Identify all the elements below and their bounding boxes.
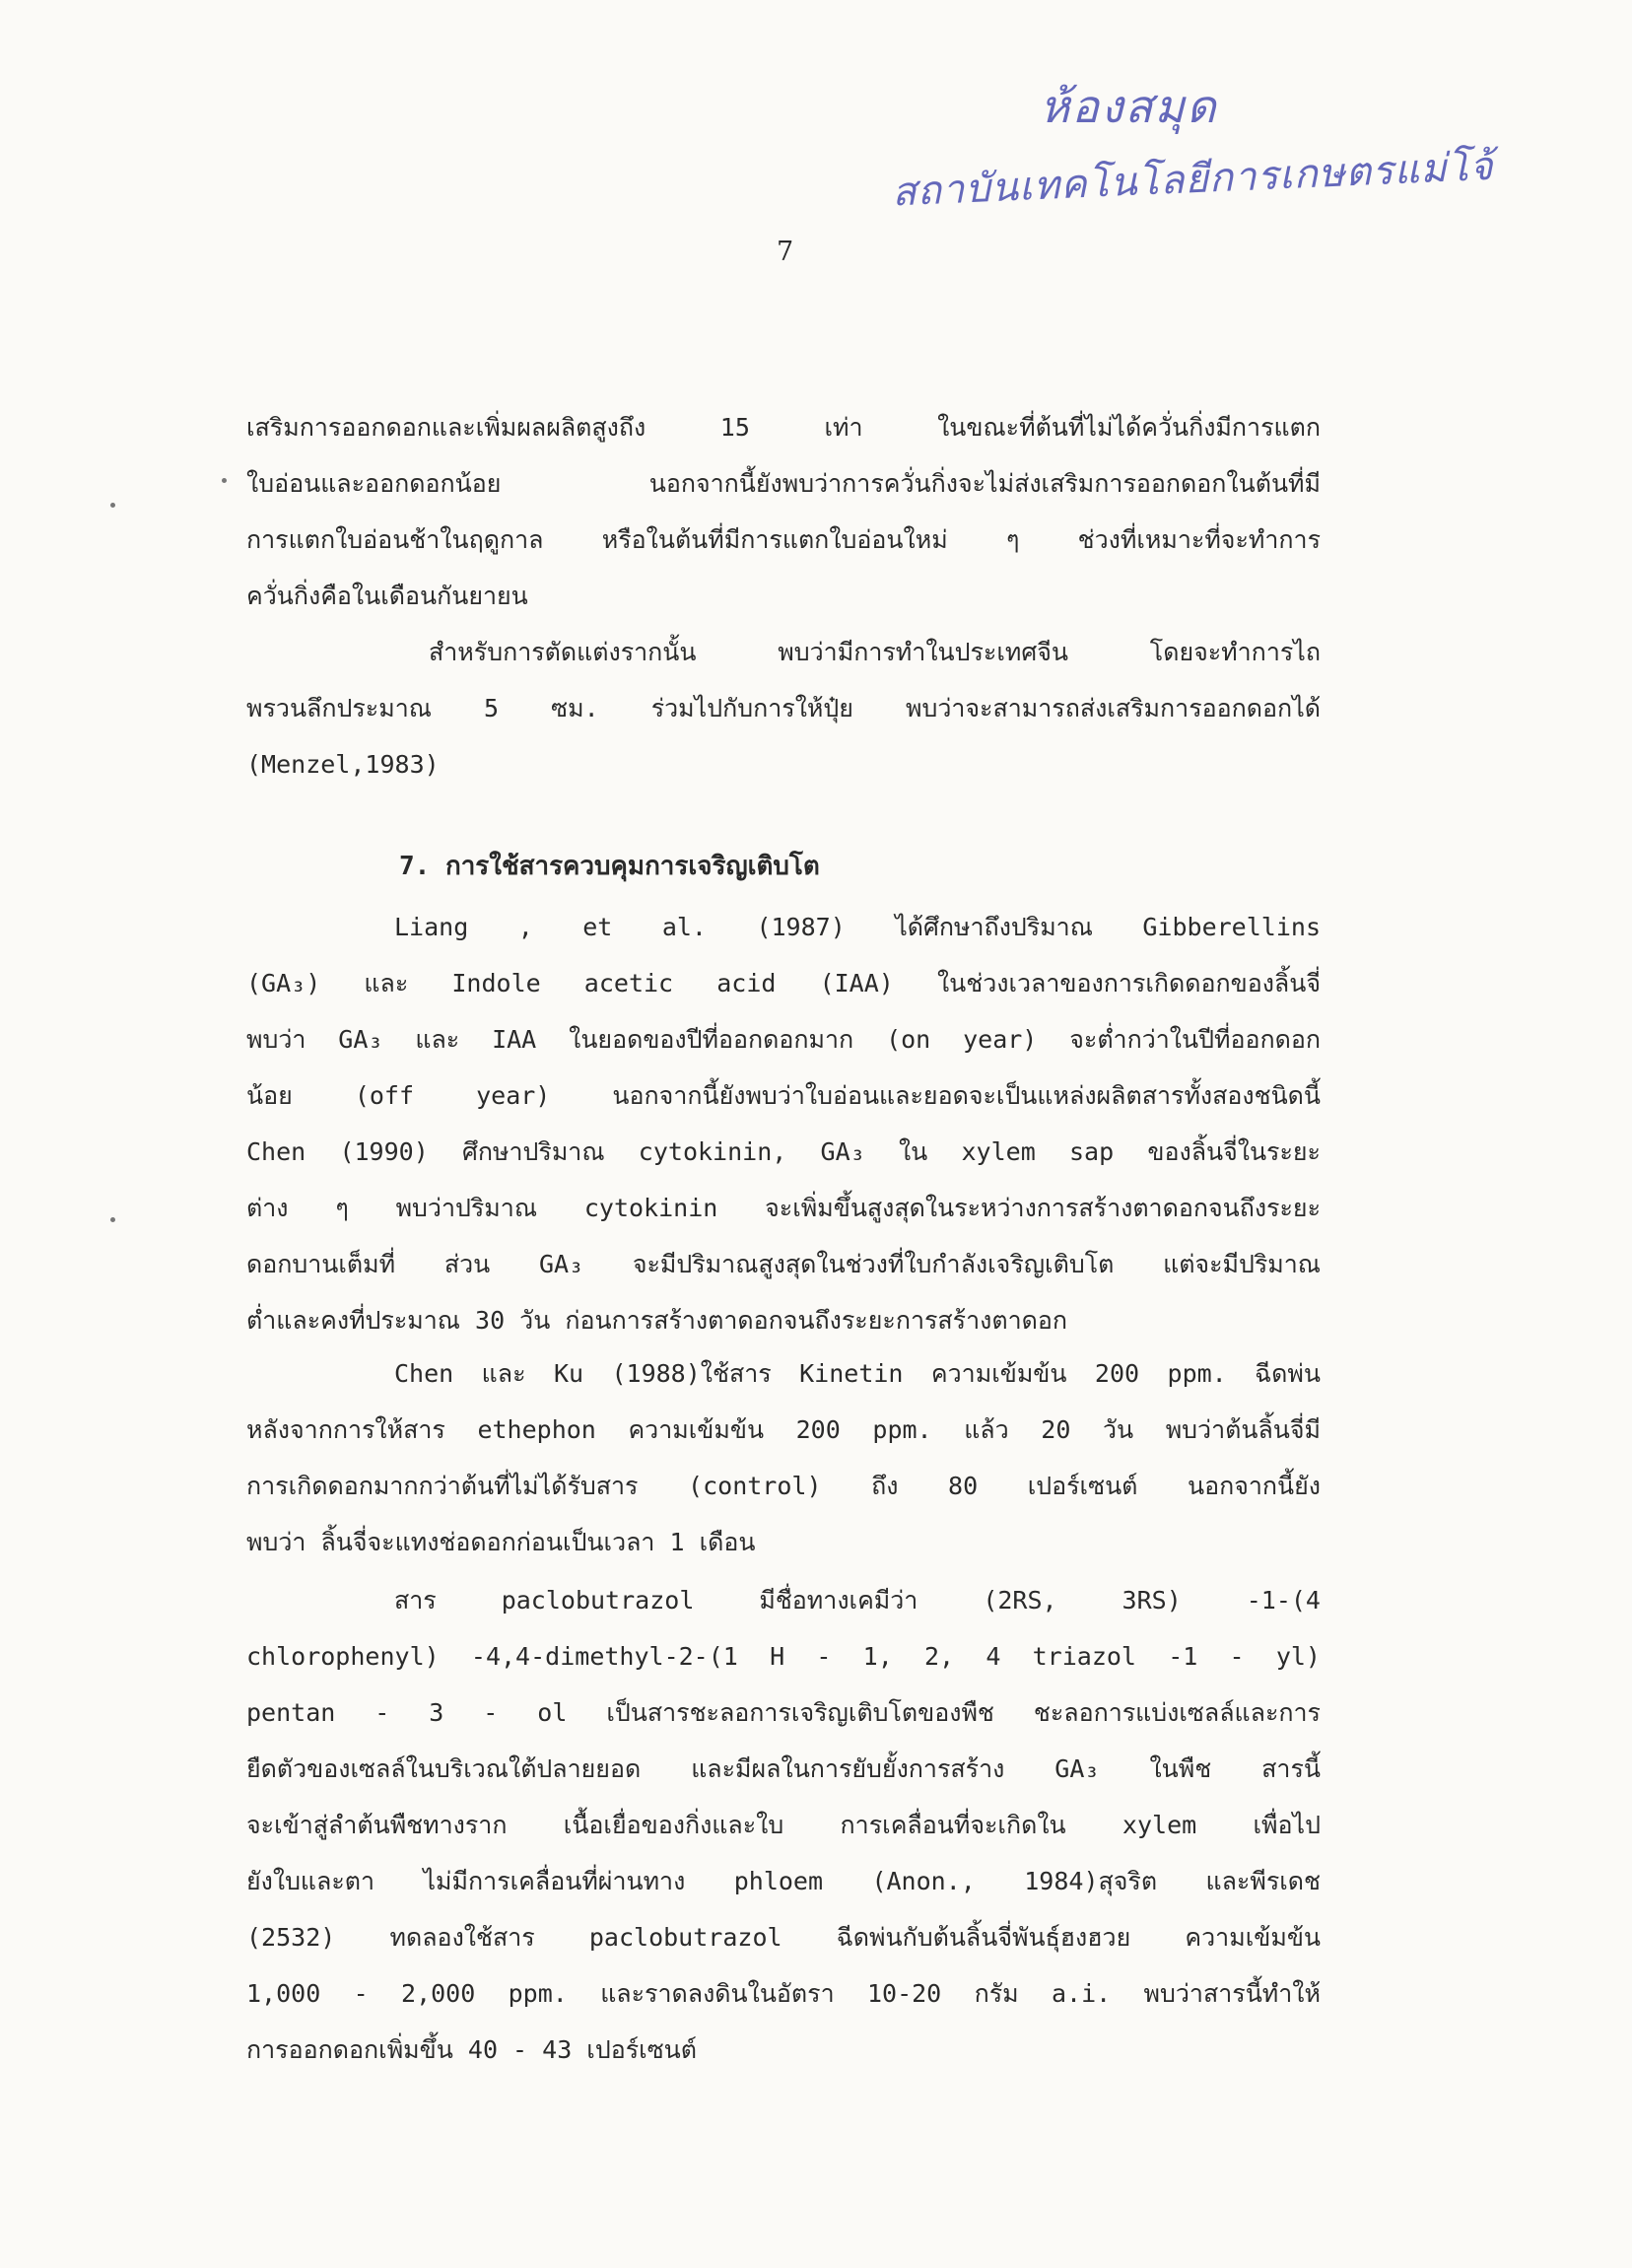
paragraph-line: ควั่นกิ่งคือในเดือนกันยายน <box>246 582 528 610</box>
paragraph-line: พบว่า GA₃ และ IAA ในยอดของปีที่ออกดอกมาก (on year) จะต่ำกว่าในปีที่ออกดอก <box>246 1025 1321 1054</box>
paragraph-line: การเกิดดอกมากกว่าต้นที่ไม่ได้รับสาร (control) ถึง 80 เปอร์เซนต์ นอกจากนี้ยัง <box>246 1472 1321 1500</box>
speck <box>222 478 227 483</box>
paragraph-line: สำหรับการตัดแต่งรากนั้น พบว่ามีการทำในประเทศจีน โดยจะทำการไถ <box>429 638 1321 666</box>
paragraph-line: จะเข้าสู่ลำต้นพืชทางราก เนื้อเยื่อของกิ่งและใบ การเคลื่อนที่จะเกิดใน xylem เพื่อไป <box>246 1811 1321 1839</box>
paragraph-line: ใบอ่อนและออกดอกน้อย นอกจากนี้ยังพบว่าการควั่นกิ่งจะไม่ส่งเสริมการออกดอกในต้นที่มี <box>246 469 1321 498</box>
paragraph-line: การออกดอกเพิ่มขึ้น 40 - 43 เปอร์เซนต์ <box>246 2035 697 2064</box>
paragraph-line: Chen (1990) ศึกษาปริมาณ cytokinin, GA₃ ใน xylem sap ของลิ้นจี่ในระยะ <box>246 1137 1321 1166</box>
speck <box>110 1217 115 1222</box>
paragraph-line: 1,000 - 2,000 ppm. และราดลงดินในอัตรา 10-20 กรัม a.i. พบว่าสารนี้ทำให้ <box>246 1979 1321 2008</box>
paragraph-5 <box>246 1572 1321 2078</box>
stamp-line-1: ห้องสมุด <box>1040 80 1218 133</box>
stamp-line-2: สถาบันเทคโนโลยีการเกษตรแม่โจ้ <box>891 143 1495 216</box>
paragraph-1 <box>246 399 1321 624</box>
paragraph-line: สาร paclobutrazol มีชื่อทางเคมีว่า (2RS, 3RS) -1-(4 <box>394 1586 1321 1615</box>
paragraph-line: chlorophenyl) -4,4-dimethyl-2-(1 H - 1, 2, 4 triazol -1 - yl) <box>246 1642 1321 1671</box>
paragraph-line: เสริมการออกดอกและเพิ่มผลผลิตสูงถึง 15 เท่า ในขณะที่ต้นที่ไม่ได้ควั่นกิ่งมีการแตก <box>246 413 1321 442</box>
paragraph-line: (2532) ทดลองใช้สาร paclobutrazol ฉีดพ่นกับต้นลิ้นจี่พันธุ์ฮงฮวย ความเข้มข้น <box>246 1923 1321 1952</box>
page-number: 7 <box>777 237 794 267</box>
paragraph-4 <box>246 1345 1321 1570</box>
paragraph-line: ดอกบานเต็มที่ ส่วน GA₃ จะมีปริมาณสูงสุดในช่วงที่ใบกำลังเจริญเติบโต แต่จะมีปริมาณ <box>246 1250 1321 1278</box>
paragraph-line: (Menzel,1983) <box>246 750 440 779</box>
section-heading: 7. การใช้สารควบคุมการเจริญเติบโต <box>399 852 820 881</box>
paragraph-line: หลังจากการให้สาร ethephon ความเข้มข้น 200 ppm. แล้ว 20 วัน พบว่าต้นลิ้นจี่มี <box>246 1415 1321 1444</box>
paragraph-line: pentan - 3 - ol เป็นสารชะลอการเจริญเติบโตของพืช ชะลอการแบ่งเซลล์และการ <box>246 1698 1321 1727</box>
paragraph-line: Chen และ Ku (1988)ใช้สาร Kinetin ความเข้มข้น 200 ppm. ฉีดพ่น <box>394 1359 1321 1388</box>
paragraph-line: ยืดตัวของเซลล์ในบริเวณใต้ปลายยอด และมีผลในการยับยั้งการสร้าง GA₃ ในพืช สารนี้ <box>246 1754 1321 1783</box>
paragraph-line: พรวนลึกประมาณ 5 ซม. ร่วมไปกับการให้ปุ๋ย พบว่าจะสามารถส่งเสริมการออกดอกได้ <box>246 694 1321 722</box>
paragraph-line: น้อย (off year) นอกจากนี้ยังพบว่าใบอ่อนและยอดจะเป็นแหล่งผลิตสารทั้งสองชนิดนี้ <box>246 1081 1321 1110</box>
paragraph-3 <box>246 899 1321 1348</box>
paragraph-line: ต่าง ๆ พบว่าปริมาณ cytokinin จะเพิ่มขึ้นสูงสุดในระหว่างการสร้างตาดอกจนถึงระยะ <box>246 1194 1321 1222</box>
speck <box>110 503 115 508</box>
paragraph-line: (GA₃) และ Indole acetic acid (IAA) ในช่วงเวลาของการเกิดดอกของลิ้นจี่ <box>246 969 1321 997</box>
paragraph-line: การแตกใบอ่อนช้าในฤดูกาล หรือในต้นที่มีการแตกใบอ่อนใหม่ ๆ ช่วงที่เหมาะที่จะทำการ <box>246 525 1321 554</box>
paragraph-line: Liang , et al. (1987) ได้ศึกษาถึงปริมาณ Gibberellins <box>394 913 1321 941</box>
paragraph-line: ต่ำและคงที่ประมาณ 30 วัน ก่อนการสร้างตาดอกจนถึงระยะการสร้างตาดอก <box>246 1306 1068 1335</box>
paragraph-line: ยังใบและตา ไม่มีการเคลื่อนที่ผ่านทาง phloem (Anon., 1984)สุจริต และพีรเดช <box>246 1867 1321 1895</box>
paragraph-line: พบว่า ลิ้นจี่จะแทงช่อดอกก่อนเป็นเวลา 1 เดือน <box>246 1528 756 1556</box>
paragraph-2 <box>246 624 1321 792</box>
